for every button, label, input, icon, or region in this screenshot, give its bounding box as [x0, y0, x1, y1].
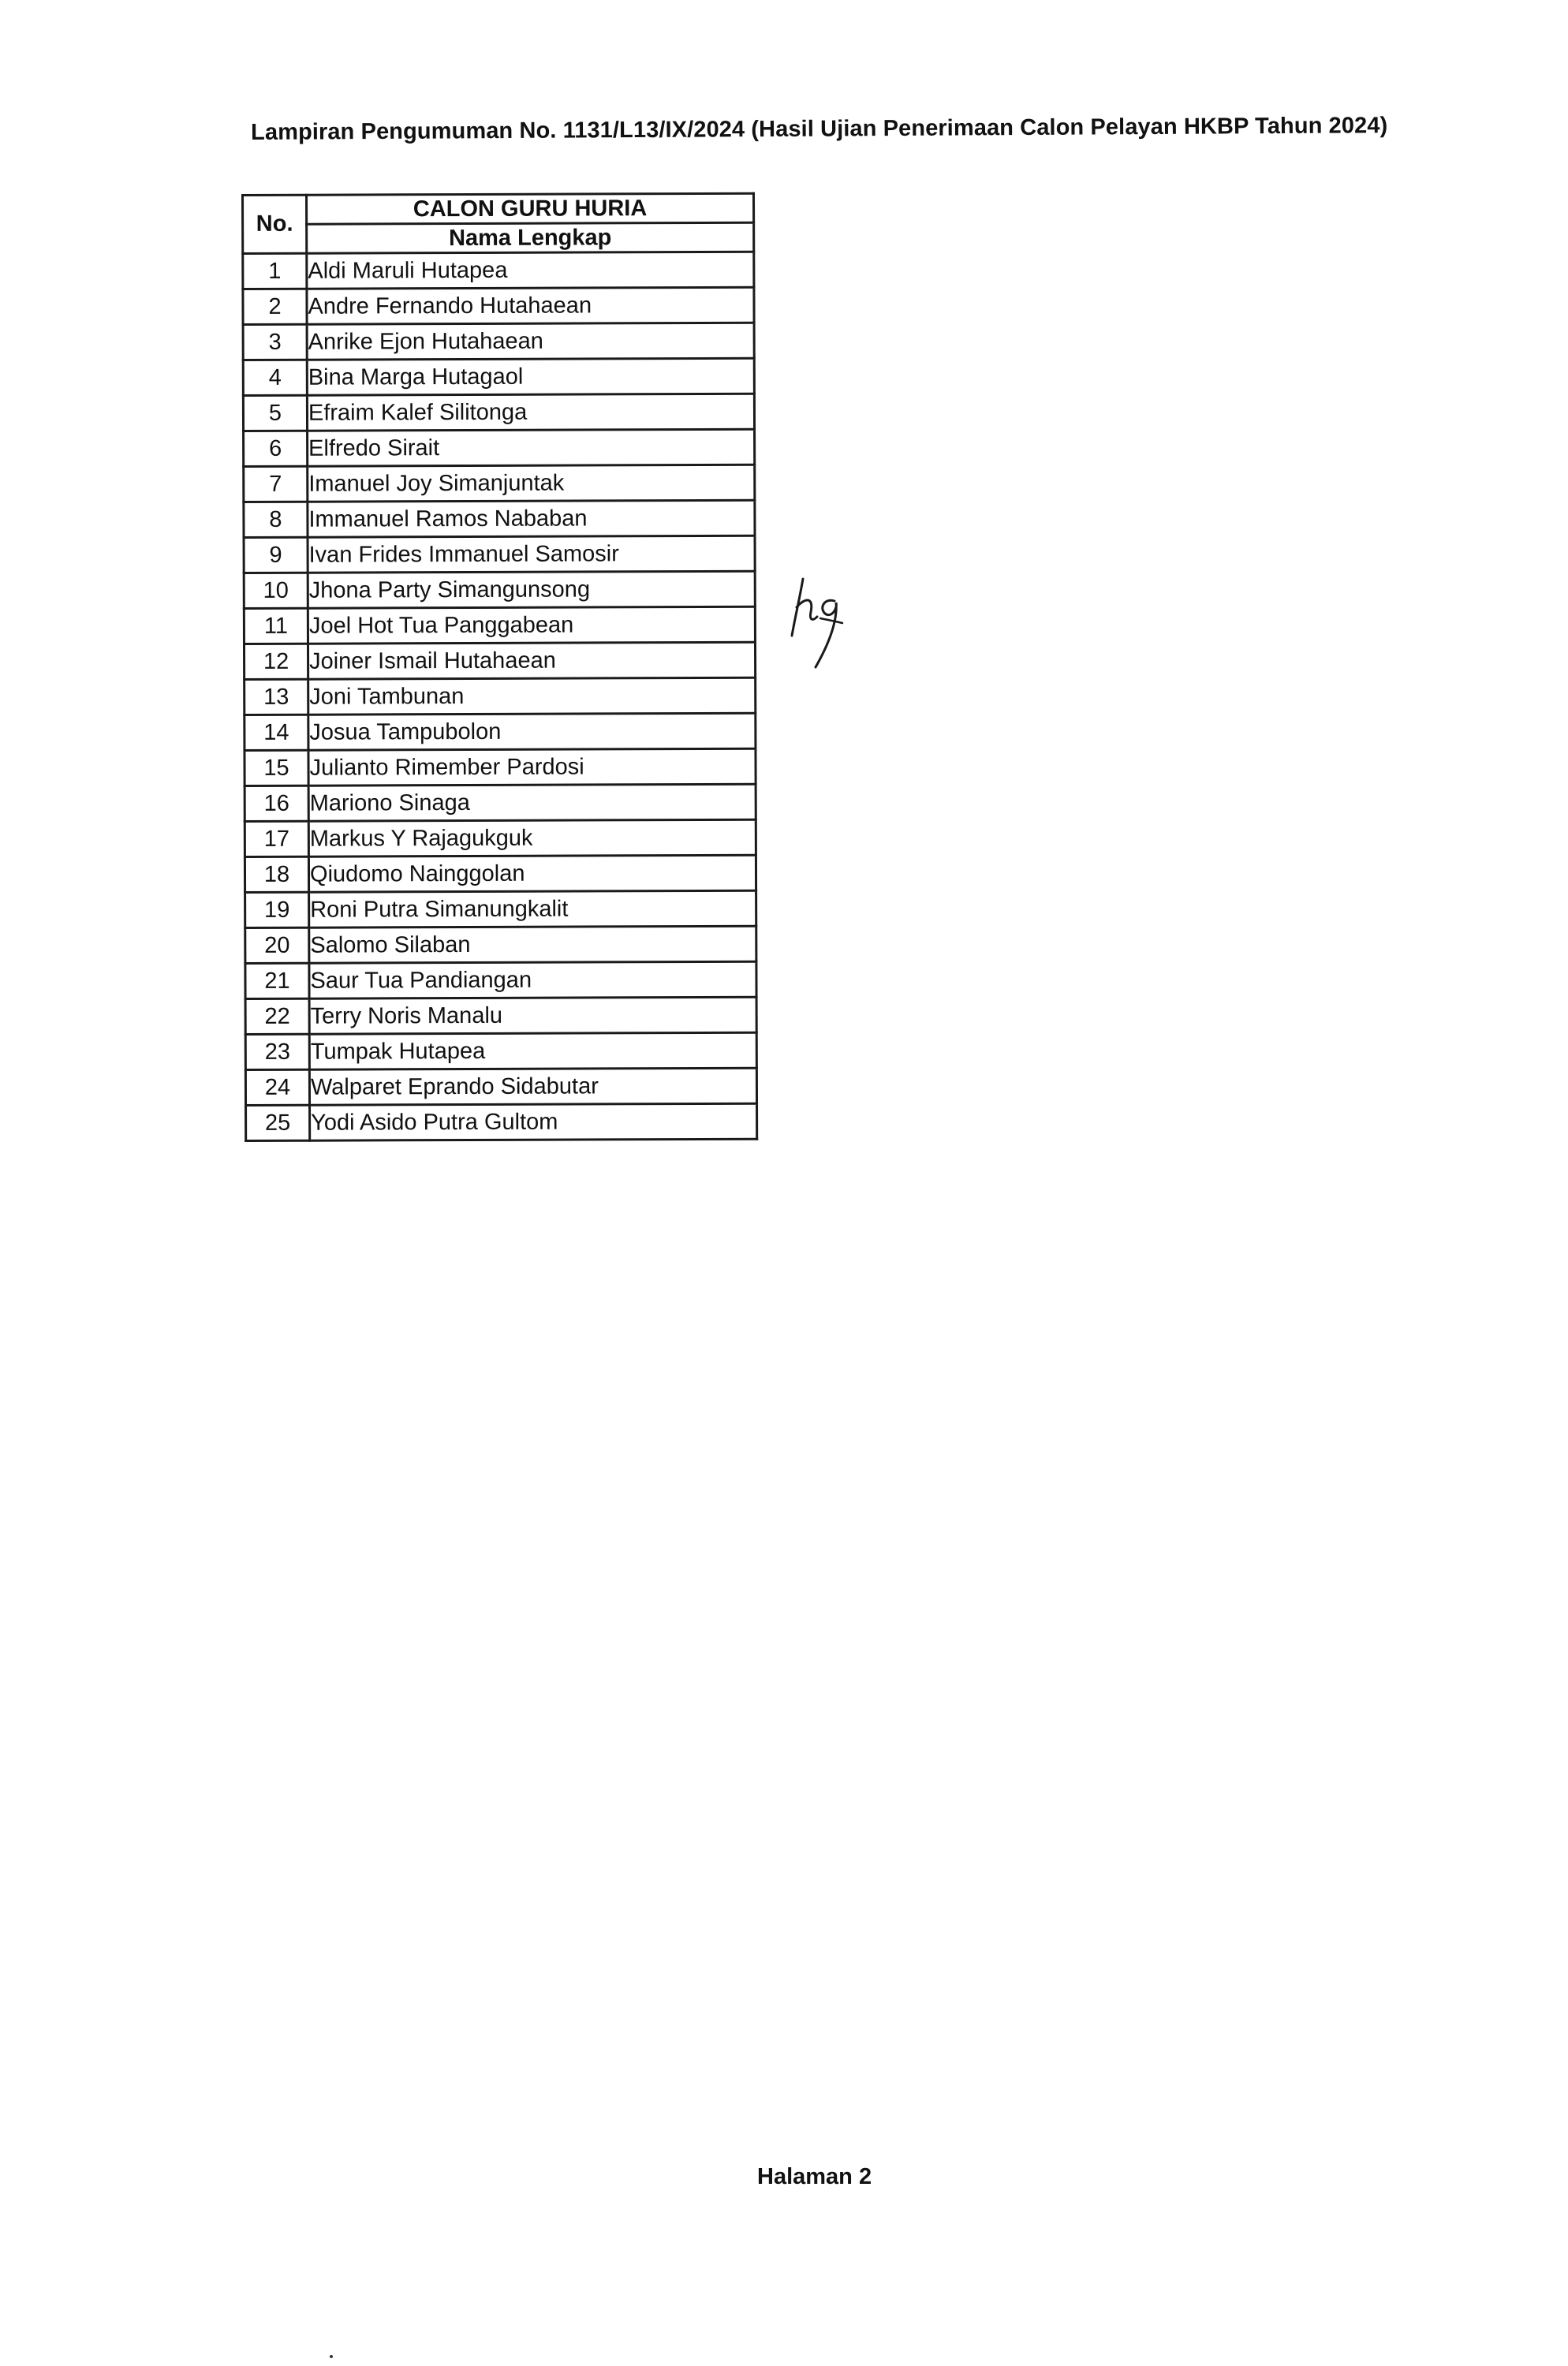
- table-row: [244, 465, 755, 502]
- row-number: 7: [244, 466, 308, 502]
- table-row: [245, 961, 756, 998]
- candidate-name: Markus Y Rajagukguk: [308, 819, 756, 856]
- table-row: [245, 713, 756, 750]
- table-row: [245, 926, 756, 963]
- table-row: [245, 677, 756, 715]
- candidate-name: Imanuel Joy Simanjuntak: [308, 465, 755, 502]
- row-number: 21: [245, 963, 309, 998]
- row-number: 15: [245, 750, 308, 786]
- candidate-name: Bina Marga Hutagaol: [307, 358, 754, 395]
- candidate-name: Qiudomo Nainggolan: [308, 855, 756, 892]
- candidate-name: Julianto Rimember Pardosi: [308, 748, 756, 786]
- group-header-calon-guru-huria: CALON GURU HURIA: [307, 193, 754, 224]
- candidate-name: Josua Tampubolon: [308, 713, 756, 750]
- table-row: [244, 606, 755, 644]
- row-number: 17: [245, 821, 308, 856]
- candidate-name: Tumpak Hutapea: [309, 1032, 756, 1069]
- candidate-name: Saur Tua Pandiangan: [309, 961, 756, 998]
- table-row: [245, 1032, 756, 1069]
- document-title: Lampiran Pengumuman No. 1131/L13/IX/2024 (Hasil Ujian Penerimaan Calon Pelayan HKBP Tahun 2024): [251, 113, 1388, 145]
- candidate-name: Aldi Maruli Hutapea: [307, 252, 754, 289]
- table-row: [243, 287, 754, 324]
- table-row: [246, 1103, 757, 1140]
- row-number: 13: [245, 679, 308, 715]
- table-row: [245, 890, 756, 927]
- table-row: [244, 536, 755, 573]
- candidate-name: Yodi Asido Putra Gultom: [310, 1103, 757, 1140]
- candidate-name: Salomo Silaban: [309, 926, 756, 963]
- candidate-name: Mariono Sinaga: [308, 784, 756, 821]
- table-row: [245, 997, 756, 1034]
- candidate-table: [241, 192, 758, 1142]
- page-number: Halaman 2: [757, 2164, 872, 2189]
- candidate-name: Walparet Eprando Sidabutar: [309, 1068, 756, 1105]
- row-number: 16: [245, 786, 308, 821]
- row-number: 5: [243, 395, 307, 431]
- row-number: 6: [244, 431, 308, 466]
- row-number: 22: [245, 998, 309, 1034]
- row-number: 8: [244, 502, 308, 537]
- table-row: [245, 819, 756, 856]
- candidate-name: Joiner Ismail Hutahaean: [308, 642, 755, 679]
- table-row: [245, 784, 756, 821]
- candidate-name: Andre Fernando Hutahaean: [307, 287, 754, 324]
- row-number: 23: [245, 1034, 309, 1069]
- candidate-name: Roni Putra Simanungkalit: [309, 890, 756, 927]
- row-number: 12: [244, 644, 308, 679]
- table-row: [243, 394, 754, 431]
- candidate-name: Joel Hot Tua Panggabean: [308, 606, 755, 644]
- candidate-table-body: [243, 252, 757, 1140]
- row-number: 25: [246, 1105, 310, 1140]
- row-number: 18: [245, 856, 308, 892]
- row-number: 2: [243, 289, 307, 324]
- column-header-nama-lengkap: Nama Lengkap: [307, 222, 754, 253]
- row-number: 1: [243, 253, 307, 289]
- row-number: 9: [244, 537, 308, 573]
- table-row: [243, 323, 754, 360]
- candidate-name: Ivan Frides Immanuel Samosir: [308, 536, 755, 573]
- candidate-name: Anrike Ejon Hutahaean: [307, 323, 754, 360]
- table-row: [243, 358, 754, 395]
- table-row: [245, 1068, 756, 1105]
- candidate-name: Jhona Party Simangunsong: [308, 571, 755, 608]
- table-row: [244, 429, 755, 466]
- row-number: 3: [243, 324, 307, 360]
- table-row: [244, 571, 755, 608]
- row-number: 11: [244, 608, 308, 644]
- table-row: [245, 748, 756, 786]
- table-row: [245, 855, 756, 892]
- candidate-table-container: [241, 192, 758, 1142]
- column-header-no: No.: [243, 195, 307, 253]
- table-row: [244, 500, 755, 537]
- row-number: 4: [243, 360, 307, 395]
- handwritten-initials-icon: [789, 574, 852, 677]
- row-number: 10: [244, 573, 308, 608]
- row-number: 24: [245, 1069, 309, 1105]
- scan-speck: [330, 2355, 333, 2358]
- candidate-name: Efraim Kalef Silitonga: [307, 394, 754, 431]
- candidate-name: Elfredo Sirait: [308, 429, 755, 466]
- row-number: 19: [245, 892, 309, 927]
- row-number: 20: [245, 927, 309, 963]
- candidate-name: Joni Tambunan: [308, 677, 756, 715]
- table-row: [244, 642, 755, 679]
- candidate-name: Immanuel Ramos Nababan: [308, 500, 755, 537]
- table-row: [243, 252, 754, 289]
- row-number: 14: [245, 715, 308, 750]
- candidate-name: Terry Noris Manalu: [309, 997, 756, 1034]
